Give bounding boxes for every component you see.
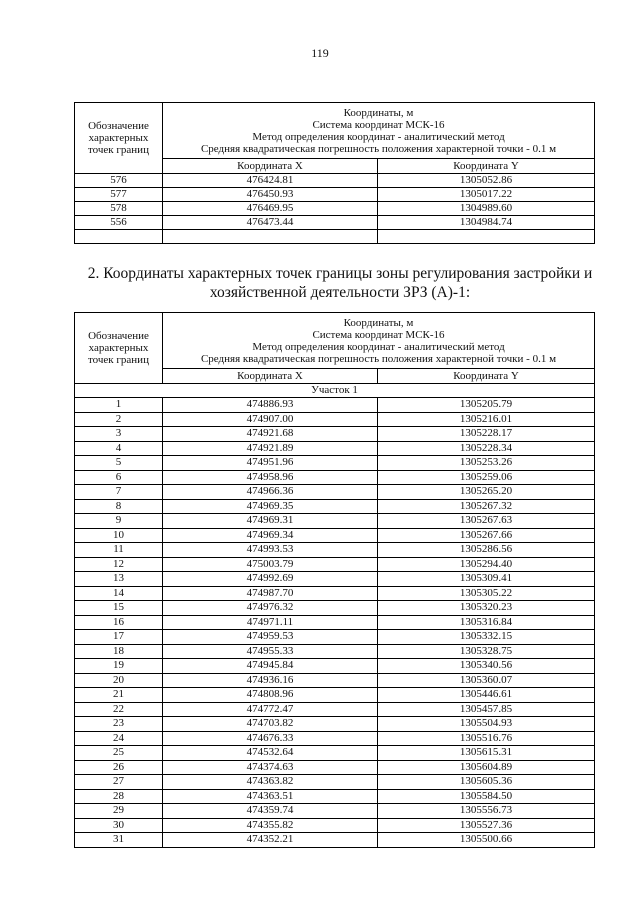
- table-row: [75, 456, 595, 471]
- header-left-line: Обозначение: [88, 120, 149, 132]
- table-row: [75, 174, 595, 188]
- coordinate-x-cell: 474352.21: [163, 833, 378, 848]
- point-number-cell: 27: [75, 775, 163, 790]
- header-left-line: точек границ: [88, 144, 149, 156]
- header-left-line: Обозначение: [88, 330, 149, 342]
- coordinate-y-cell: 1305305.22: [378, 586, 595, 601]
- coordinate-y-cell: 1305584.50: [378, 789, 595, 804]
- coordinate-y-cell: 1305316.84: [378, 615, 595, 630]
- header-system: Система координат МСК-16: [312, 328, 445, 341]
- coordinate-x-cell: 474993.53: [163, 543, 378, 558]
- point-number-cell: 14: [75, 586, 163, 601]
- header-title: Координаты, м: [343, 316, 414, 329]
- point-number-cell: 1: [75, 398, 163, 413]
- table-row: [75, 514, 595, 529]
- coordinate-y-cell: 1305332.15: [378, 630, 595, 645]
- coordinate-x-cell: 474676.33: [163, 731, 378, 746]
- coordinate-y-cell: 1305216.01: [378, 412, 595, 427]
- coordinate-x-cell: 474359.74: [163, 804, 378, 819]
- header-accuracy: Средняя квадратическая погрешность положения характерной точки - 0.1 м: [200, 352, 557, 365]
- point-number-cell: 30: [75, 818, 163, 833]
- coordinate-y-cell: 1305228.17: [378, 427, 595, 442]
- point-number-cell: 20: [75, 673, 163, 688]
- table-row: [75, 557, 595, 572]
- coordinate-y-cell: 1305340.56: [378, 659, 595, 674]
- coordinate-y-cell: 1305259.06: [378, 470, 595, 485]
- header-system: Система координат МСК-16: [312, 118, 445, 131]
- coordinate-x-cell: 474955.33: [163, 644, 378, 659]
- point-number-cell: 21: [75, 688, 163, 703]
- table-row: [75, 470, 595, 485]
- point-number-cell: 13: [75, 572, 163, 587]
- column-header-x: Координата X: [163, 369, 378, 384]
- table-row: [75, 644, 595, 659]
- empty-cell: [75, 230, 163, 244]
- coordinates-table-2: [74, 312, 595, 848]
- point-number-cell: 25: [75, 746, 163, 761]
- point-number-cell: 29: [75, 804, 163, 819]
- coordinate-y-cell: 1305605.36: [378, 775, 595, 790]
- coordinate-y-cell: 1305267.63: [378, 514, 595, 529]
- coordinate-x-cell: 474951.96: [163, 456, 378, 471]
- coordinate-x-cell: 476424.81: [163, 174, 378, 188]
- header-accuracy: Средняя квадратическая погрешность положения характерной точки - 0.1 м: [200, 142, 557, 155]
- coordinate-x-cell: 475003.79: [163, 557, 378, 572]
- page-number: 119: [311, 46, 329, 60]
- point-number-cell: 31: [75, 833, 163, 848]
- coordinate-x-cell: 474966.36: [163, 485, 378, 500]
- header-coordinates: [163, 313, 595, 369]
- point-number-cell: 577: [75, 188, 163, 202]
- coordinate-y-cell: 1305500.66: [378, 833, 595, 848]
- coordinate-x-cell: 474921.68: [163, 427, 378, 442]
- coordinate-y-cell: 1305446.61: [378, 688, 595, 703]
- header-coordinates: [163, 103, 595, 159]
- point-number-cell: 11: [75, 543, 163, 558]
- table-row: [75, 441, 595, 456]
- table-row: [75, 804, 595, 819]
- table-row: [75, 398, 595, 413]
- table-row: [75, 202, 595, 216]
- point-number-cell: 12: [75, 557, 163, 572]
- section-heading-line: 2. Координаты характерных точек границы зоны регулирования застройки и: [87, 265, 593, 282]
- coordinate-y-cell: 1305294.40: [378, 557, 595, 572]
- section-heading: [80, 264, 600, 302]
- coordinate-y-cell: 1305267.66: [378, 528, 595, 543]
- coordinate-y-cell: 1305253.26: [378, 456, 595, 471]
- header-method: Метод определения координат - аналитический метод: [252, 130, 505, 143]
- table-row: [75, 412, 595, 427]
- header-title: Координаты, м: [343, 106, 414, 119]
- point-number-cell: 8: [75, 499, 163, 514]
- coordinate-x-cell: 474363.82: [163, 775, 378, 790]
- point-number-cell: 6: [75, 470, 163, 485]
- column-header-y: Координата Y: [378, 159, 595, 174]
- section-heading-line: хозяйственной деятельности ЗРЗ (А)-1:: [209, 284, 471, 301]
- coordinate-x-cell: 474936.16: [163, 673, 378, 688]
- empty-cell: [378, 230, 595, 244]
- point-number-cell: 24: [75, 731, 163, 746]
- point-number-cell: 18: [75, 644, 163, 659]
- coordinate-y-cell: 1305320.23: [378, 601, 595, 616]
- coordinate-x-cell: 474969.31: [163, 514, 378, 529]
- coordinate-x-cell: 474363.51: [163, 789, 378, 804]
- coordinate-y-cell: 1305228.34: [378, 441, 595, 456]
- table-row: [75, 688, 595, 703]
- table-row: [75, 673, 595, 688]
- coordinate-x-cell: 474959.53: [163, 630, 378, 645]
- point-number-cell: 578: [75, 202, 163, 216]
- table-row-empty: [75, 230, 595, 244]
- point-number-cell: 7: [75, 485, 163, 500]
- coordinate-y-cell: 1305615.31: [378, 746, 595, 761]
- coordinate-x-cell: 474355.82: [163, 818, 378, 833]
- table-row: [75, 731, 595, 746]
- subsection-label: Участок 1: [75, 384, 595, 398]
- coordinate-y-cell: 1305328.75: [378, 644, 595, 659]
- coordinate-y-cell: 1305516.76: [378, 731, 595, 746]
- coordinate-y-cell: 1304989.60: [378, 202, 595, 216]
- column-header-y: Координата Y: [378, 369, 595, 384]
- table-row: [75, 216, 595, 230]
- point-number-cell: 10: [75, 528, 163, 543]
- point-number-cell: 556: [75, 216, 163, 230]
- table-row: [75, 601, 595, 616]
- table-row: [75, 659, 595, 674]
- table-row: [75, 188, 595, 202]
- table-row: [75, 615, 595, 630]
- coordinate-y-cell: 1305052.86: [378, 174, 595, 188]
- coordinate-y-cell: 1305527.36: [378, 818, 595, 833]
- coordinate-x-cell: 474992.69: [163, 572, 378, 587]
- table-row: [75, 775, 595, 790]
- point-number-cell: 576: [75, 174, 163, 188]
- coordinate-x-cell: 476469.95: [163, 202, 378, 216]
- coordinate-x-cell: 474374.63: [163, 760, 378, 775]
- point-number-cell: 19: [75, 659, 163, 674]
- coordinate-x-cell: 476450.93: [163, 188, 378, 202]
- table-row: [75, 427, 595, 442]
- point-number-cell: 22: [75, 702, 163, 717]
- table-row: [75, 717, 595, 732]
- coordinate-y-cell: 1305267.32: [378, 499, 595, 514]
- point-number-cell: 16: [75, 615, 163, 630]
- empty-cell: [163, 230, 378, 244]
- coordinate-x-cell: 474907.00: [163, 412, 378, 427]
- coordinate-y-cell: 1305504.93: [378, 717, 595, 732]
- header-point-designation: [75, 103, 163, 174]
- table-row: [75, 572, 595, 587]
- table-row: [75, 702, 595, 717]
- point-number-cell: 23: [75, 717, 163, 732]
- coordinate-x-cell: 476473.44: [163, 216, 378, 230]
- coordinate-y-cell: 1305309.41: [378, 572, 595, 587]
- coordinate-y-cell: 1305017.22: [378, 188, 595, 202]
- coordinates-table-1: [74, 102, 595, 244]
- table-row: [75, 543, 595, 558]
- coordinate-x-cell: 474532.64: [163, 746, 378, 761]
- header-point-designation: [75, 313, 163, 384]
- coordinate-x-cell: 474772.47: [163, 702, 378, 717]
- point-number-cell: 26: [75, 760, 163, 775]
- coordinate-x-cell: 474921.89: [163, 441, 378, 456]
- coordinate-x-cell: 474945.84: [163, 659, 378, 674]
- coordinate-x-cell: 474987.70: [163, 586, 378, 601]
- coordinate-y-cell: 1305556.73: [378, 804, 595, 819]
- header-left-line: характерных: [88, 342, 149, 354]
- coordinate-y-cell: 1305604.89: [378, 760, 595, 775]
- coordinate-y-cell: 1305286.56: [378, 543, 595, 558]
- point-number-cell: 9: [75, 514, 163, 529]
- table-row: [75, 630, 595, 645]
- point-number-cell: 5: [75, 456, 163, 471]
- point-number-cell: 17: [75, 630, 163, 645]
- coordinate-y-cell: 1305457.85: [378, 702, 595, 717]
- point-number-cell: 28: [75, 789, 163, 804]
- coordinate-x-cell: 474958.96: [163, 470, 378, 485]
- coordinate-x-cell: 474886.93: [163, 398, 378, 413]
- table-row: [75, 746, 595, 761]
- coordinate-y-cell: 1304984.74: [378, 216, 595, 230]
- point-number-cell: 3: [75, 427, 163, 442]
- coordinate-x-cell: 474703.82: [163, 717, 378, 732]
- table-row: [75, 528, 595, 543]
- coordinate-x-cell: 474969.35: [163, 499, 378, 514]
- point-number-cell: 4: [75, 441, 163, 456]
- coordinate-y-cell: 1305360.07: [378, 673, 595, 688]
- coordinate-y-cell: 1305205.79: [378, 398, 595, 413]
- column-header-x: Координата X: [163, 159, 378, 174]
- table-row: [75, 833, 595, 848]
- header-left-line: характерных: [88, 132, 149, 144]
- table-row: [75, 499, 595, 514]
- table-row: [75, 760, 595, 775]
- coordinate-x-cell: 474976.32: [163, 601, 378, 616]
- table-row: [75, 586, 595, 601]
- coordinate-x-cell: 474969.34: [163, 528, 378, 543]
- table-row: [75, 818, 595, 833]
- table-row: [75, 789, 595, 804]
- header-left-line: точек границ: [88, 354, 149, 366]
- table-row: [75, 485, 595, 500]
- point-number-cell: 15: [75, 601, 163, 616]
- coordinate-y-cell: 1305265.20: [378, 485, 595, 500]
- point-number-cell: 2: [75, 412, 163, 427]
- header-method: Метод определения координат - аналитический метод: [252, 340, 505, 353]
- coordinate-x-cell: 474808.96: [163, 688, 378, 703]
- coordinate-x-cell: 474971.11: [163, 615, 378, 630]
